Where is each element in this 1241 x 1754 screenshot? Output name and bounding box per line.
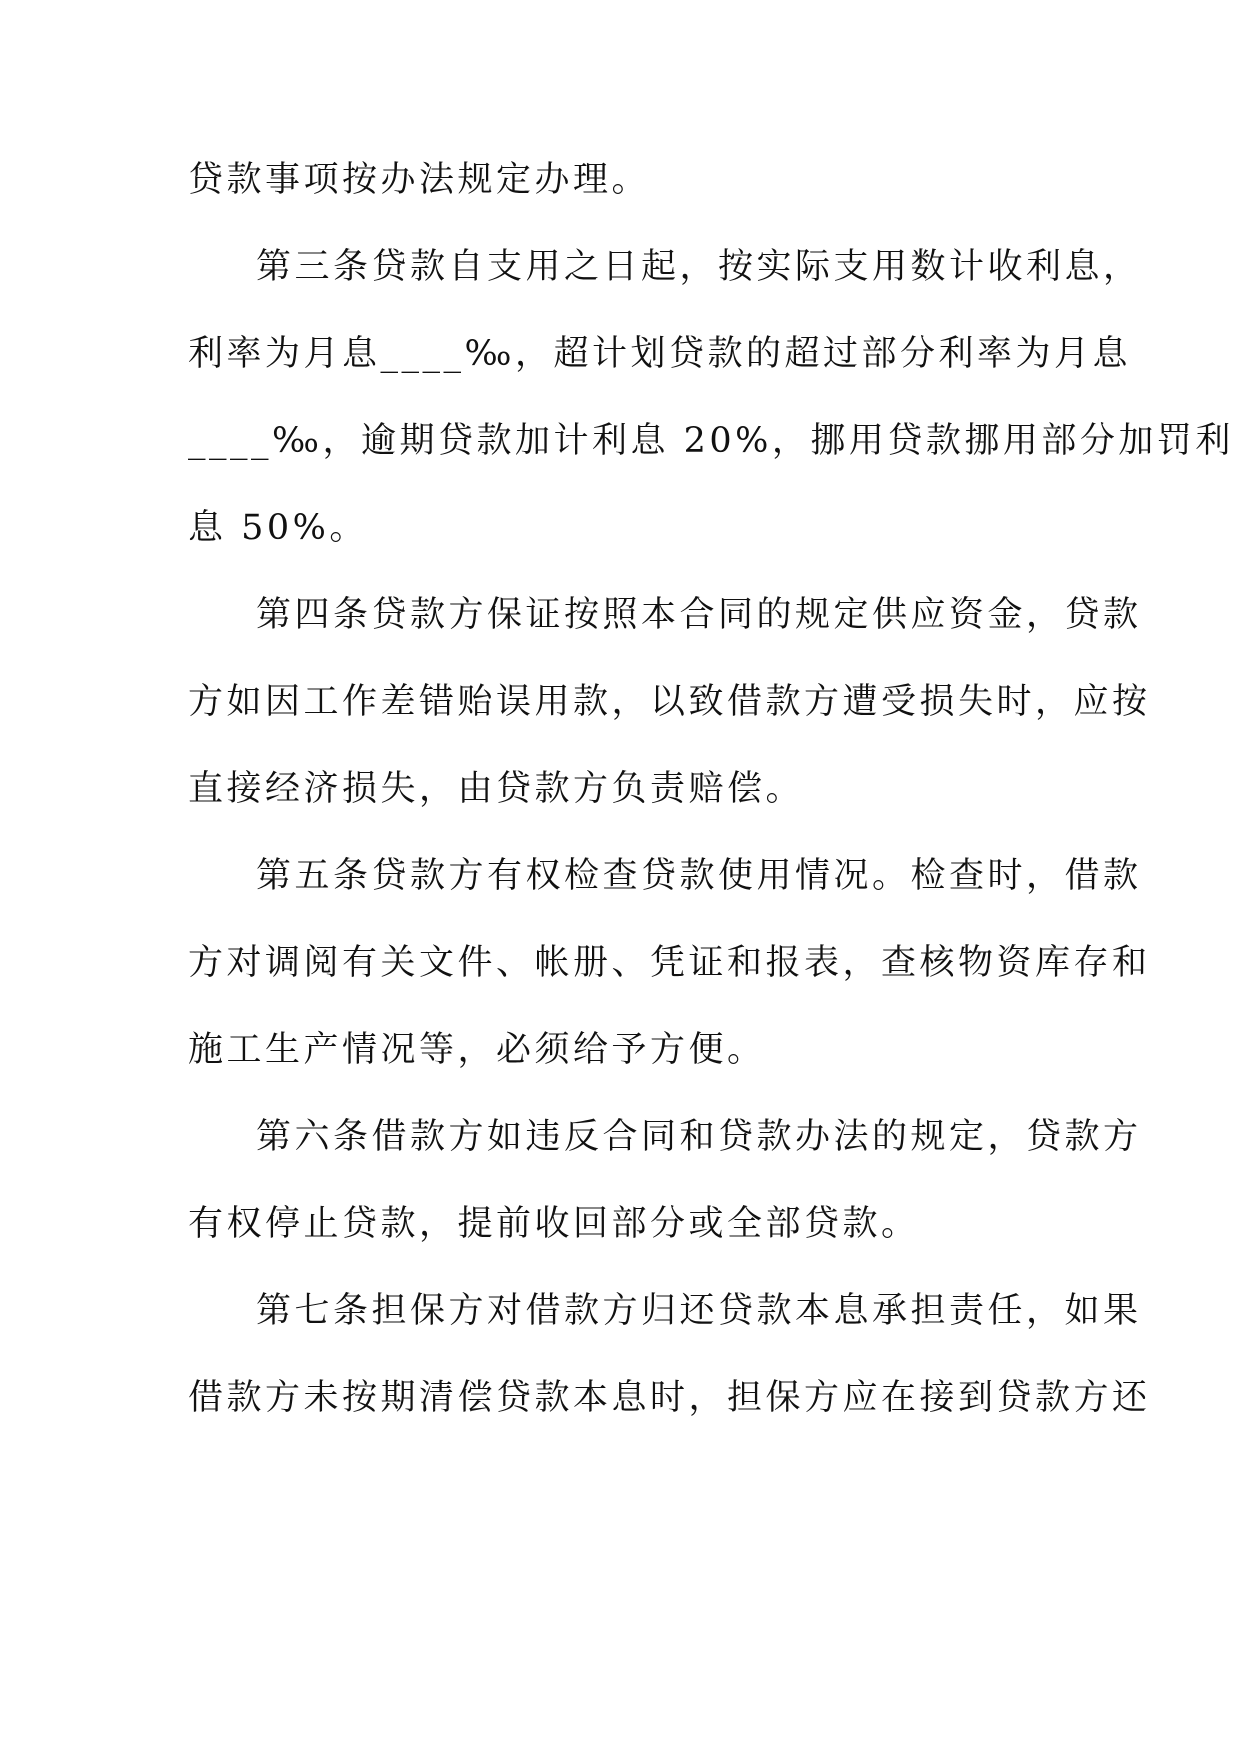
article-5-start: 第五条贷款方有权检查贷款使用情况。检查时，借款 (256, 856, 1142, 896)
article-3-start: 第三条贷款自支用之日起，按实际支用数计收利息， (256, 247, 1142, 287)
text-line: 施工生产情况等，必须给予方便。 (188, 1030, 766, 1070)
article-4-start: 第四条贷款方保证按照本合同的规定供应资金，贷款 (256, 595, 1142, 635)
text-line: 直接经济损失，由贷款方负责赔偿。 (188, 769, 805, 809)
text-line: 有权停止贷款，提前收回部分或全部贷款。 (188, 1204, 920, 1244)
text-line: ____‰，逾期贷款加计利息 20%，挪用贷款挪用部分加罚利 (188, 421, 1234, 461)
text-line: 借款方未按期清偿贷款本息时，担保方应在接到贷款方还 (188, 1378, 1151, 1418)
article-6-start: 第六条借款方如违反合同和贷款办法的规定，贷款方 (256, 1117, 1142, 1157)
article-7-start: 第七条担保方对借款方归还贷款本息承担责任，如果 (256, 1291, 1142, 1331)
text-line: 方如因工作差错贻误用款，以致借款方遭受损失时，应按 (188, 682, 1151, 722)
text-line: 息 50%。 (188, 508, 368, 548)
text-line: 利率为月息____‰，超计划贷款的超过部分利率为月息 (188, 334, 1131, 374)
text-line: 贷款事项按办法规定办理。 (188, 160, 651, 200)
text-line: 方对调阅有关文件、帐册、凭证和报表，查核物资库存和 (188, 943, 1151, 983)
